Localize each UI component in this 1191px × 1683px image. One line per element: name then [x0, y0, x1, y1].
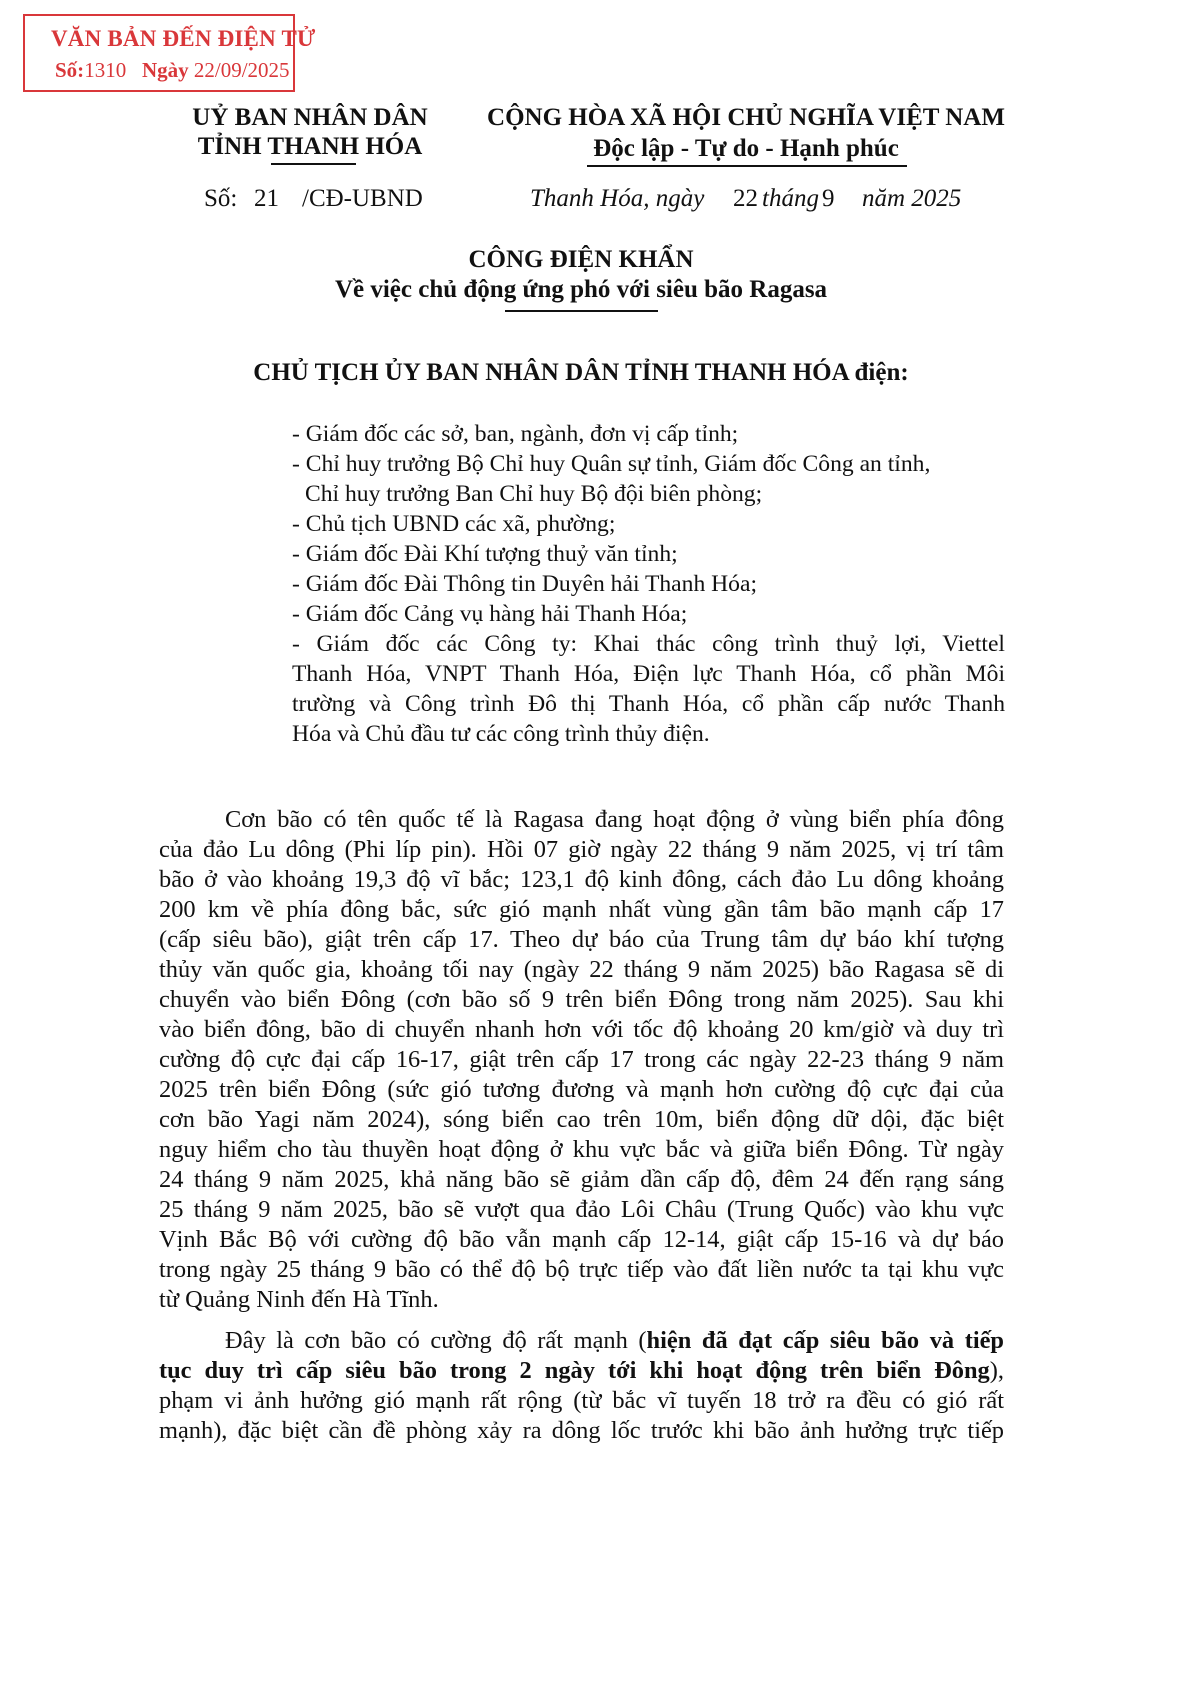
recipient-item: - Giám đốc các sở, ban, ngành, đơn vị cấp tỉnh;	[292, 421, 739, 447]
nation-motto: Độc lập - Tự do - Hạnh phúc	[593, 135, 899, 162]
paragraph-1-line: Vịnh Bắc Bộ với cường độ bão vẫn mạnh cấp 12-14, giật cấp 15-16 và dự báo	[159, 1226, 1004, 1253]
stamp-date: 22/09/2025	[193, 58, 290, 82]
recipient-list	[292, 419, 1005, 749]
paragraph-2-text: Đây là cơn bão có cường độ rất mạnh (	[225, 1327, 647, 1354]
paragraph-1-line: vào biển đông, bão di chuyển nhanh hơn với tốc độ khoảng 20 km/giờ và duy trì	[159, 1016, 1004, 1043]
paragraph-1-line: thủy văn quốc gia, khoảng tối nay (ngày 22 tháng 9 năm 2025) bão Ragasa sẽ di	[159, 956, 1004, 983]
paragraph-1-line: nguy hiểm cho tàu thuyền hoạt động ở khu vực bắc và giữa biển Đông. Từ ngày	[159, 1136, 1004, 1163]
document-number: 21	[254, 185, 279, 212]
stamp-number-label: Số:	[55, 58, 85, 82]
paragraph-2-text: ),	[989, 1357, 1004, 1384]
motto-underline	[587, 165, 907, 167]
paragraph-1-line: trong ngày 25 tháng 9 bão có thể độ bộ trực tiếp vào đất liền nước ta tại khu vực	[159, 1256, 1004, 1283]
sender-line: CHỦ TỊCH ỦY BAN NHÂN DÂN TỈNH THANH HÓA điện:	[253, 359, 909, 386]
paragraph-1-line: 200 km về phía đông bắc, sức gió mạnh nhất vùng gần tâm bão mạnh cấp 17	[159, 896, 1004, 923]
document-number-label: Số:	[204, 185, 238, 212]
stamp-date-label: Ngày	[141, 58, 189, 82]
paragraph-2-line: mạnh), đặc biệt cần đề phòng xảy ra dông lốc trước khi bão ảnh hưởng trực tiếp	[159, 1417, 1004, 1444]
document-subject: Về việc chủ động ứng phó với siêu bão Ragasa	[334, 276, 828, 303]
date-month: 9	[822, 185, 835, 212]
paragraph-1-line: Cơn bão có tên quốc tế là Ragasa đang hoạt động ở vùng biển phía đông	[225, 806, 1004, 833]
agency-name-line2: TỈNH THANH HÓA	[197, 133, 423, 160]
paragraph-1-line: 24 tháng 9 năm 2025, khả năng bão sẽ giảm dần cấp độ, đêm 24 đến rạng sáng	[159, 1166, 1004, 1193]
paragraph-1-line: từ Quảng Ninh đến Hà Tĩnh.	[159, 1286, 439, 1313]
paragraph-1-line: 2025 trên biển Đông (sức gió tương đương và mạnh hơn cường độ cực đại của	[159, 1076, 1004, 1103]
paragraph-2-line	[159, 1357, 1004, 1385]
incoming-document-stamp	[23, 14, 316, 92]
paragraph-1-line: 25 tháng 9 năm 2025, bão sẽ vượt qua đảo Lôi Châu (Trung Quốc) vào khu vực	[159, 1196, 1004, 1223]
recipient-item: Thanh Hóa, VNPT Thanh Hóa, Điện lực Thanh Hóa, cổ phần Môi	[292, 661, 1005, 687]
paragraph-1-line: (cấp siêu bão), giật trên cấp 17. Theo dự báo của Trung tâm dự báo khí tượng	[159, 926, 1004, 953]
document-number-suffix: /CĐ-UBND	[302, 185, 423, 212]
recipient-item: - Chỉ huy trưởng Bộ Chỉ huy Quân sự tỉnh, Giám đốc Công an tỉnh,	[292, 451, 931, 477]
stamp-title: VĂN BẢN ĐẾN ĐIỆN TỬ	[51, 26, 316, 51]
paragraph-2-emphasis: hiện đã đạt cấp siêu bão và tiếp	[646, 1327, 1004, 1354]
paragraph-1-line: cơn bão Yagi năm 2024), sóng biển cao trên 10m, biển động dữ dội, đặc biệt	[159, 1106, 1004, 1133]
place-date-prefix: Thanh Hóa, ngày	[530, 185, 705, 212]
recipient-item: - Giám đốc Cảng vụ hàng hải Thanh Hóa;	[292, 601, 688, 627]
paragraph-1-line: cường độ cực đại cấp 16-17, giật trên cấp 17 trong các ngày 22-23 tháng 9 năm	[159, 1046, 1004, 1073]
stamp-number: 1310	[84, 58, 127, 82]
agency-name-line1: UỶ BAN NHÂN DÂN	[192, 104, 428, 131]
date-day: 22	[733, 185, 758, 212]
recipient-item: - Giám đốc các Công ty: Khai thác công trình thuỷ lợi, Viettel	[292, 631, 1005, 657]
subject-underline	[505, 310, 658, 312]
paragraph-1-line: bão ở vào khoảng 19,3 độ vĩ bắc; 123,1 độ kinh đông, cách đảo Lu dông khoảng	[159, 866, 1004, 893]
date-month-label: tháng	[762, 185, 819, 212]
nation-name: CỘNG HÒA XÃ HỘI CHỦ NGHĨA VIỆT NAM	[487, 104, 1005, 131]
agency-underline	[271, 163, 356, 165]
paragraph-2-line: phạm vi ảnh hưởng gió mạnh rất rộng (từ bắc vĩ tuyến 18 trở ra đều có gió rất	[159, 1387, 1004, 1414]
date-year: năm 2025	[862, 185, 962, 212]
recipient-item: Hóa và Chủ đầu tư các công trình thủy điện.	[292, 721, 710, 747]
document-title: CÔNG ĐIỆN KHẨN	[468, 246, 694, 273]
recipient-item: - Giám đốc Đài Thông tin Duyên hải Thanh Hóa;	[292, 571, 758, 597]
paragraph-2-emphasis: tục duy trì cấp siêu bão trong 2 ngày tới khi hoạt động trên biển Đông	[159, 1357, 990, 1384]
recipient-item: trường và Công trình Đô thị Thanh Hóa, cổ phần cấp nước Thanh	[292, 691, 1005, 717]
recipient-item: Chỉ huy trưởng Ban Chỉ huy Bộ đội biên phòng;	[305, 481, 763, 507]
recipient-item: - Giám đốc Đài Khí tượng thuỷ văn tỉnh;	[292, 541, 678, 567]
stamp-number-date	[55, 58, 290, 83]
paragraph-2-line	[225, 1327, 1004, 1355]
recipient-item: - Chủ tịch UBND các xã, phường;	[292, 511, 616, 537]
paragraph-1-line: của đảo Lu dông (Phi líp pin). Hồi 07 giờ ngày 22 tháng 9 năm 2025, vị trí tâm	[159, 836, 1004, 863]
paragraph-1-line: chuyển vào biển Đông (cơn bão số 9 trên biển Đông trong năm 2025). Sau khi	[159, 986, 1004, 1013]
